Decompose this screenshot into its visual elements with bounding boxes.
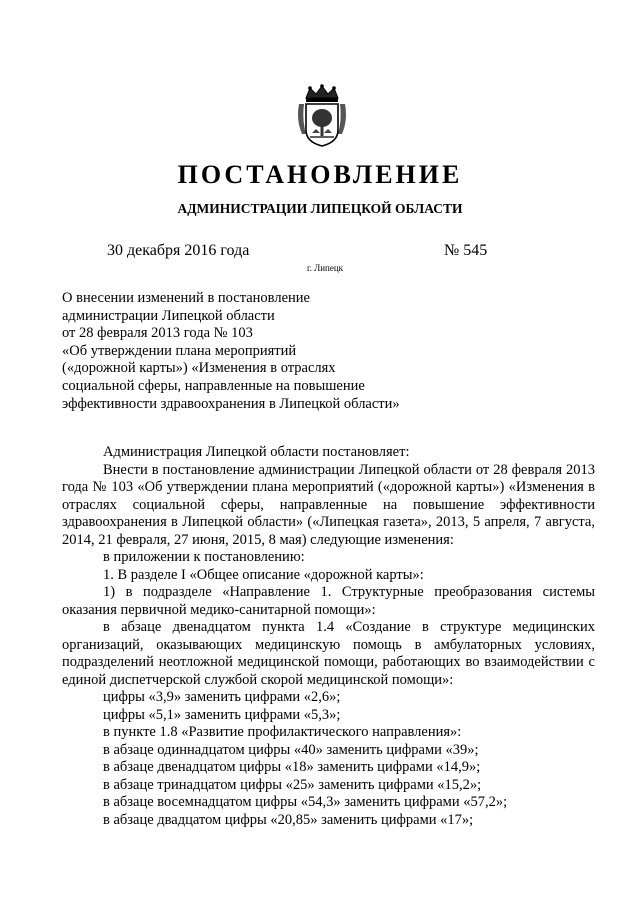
body-paragraph: в абзаце восемнадцатом цифры «54,3» заменить цифрами «57,2»; xyxy=(103,794,508,810)
subject-line: от 28 февраля 2013 года № 103 xyxy=(62,325,253,342)
body-paragraph: в приложении к постановлению: xyxy=(103,549,305,565)
body-paragraph: Администрация Липецкой области постановляет: xyxy=(103,444,410,460)
body-paragraph: 1. В разделе I «Общее описание «дорожной карты»: xyxy=(103,566,424,583)
coat-of-arms-icon xyxy=(296,84,348,148)
body-paragraph: цифры «3,9» заменить цифрами «2,6»; xyxy=(103,689,341,705)
issuing-authority: АДМИНИСТРАЦИИ ЛИПЕЦКОЙ ОБЛАСТИ xyxy=(177,201,463,216)
subject-line: («дорожной карты») «Изменения в отраслях xyxy=(62,360,336,377)
document-subject xyxy=(62,290,482,413)
document-title: ПОСТАНОВЛЕНИЕ xyxy=(177,160,463,189)
body-paragraph: в абзаце одиннадцатом цифры «40» заменить цифрами «39»; xyxy=(103,741,479,758)
body-paragraph: цифры «5,1» заменить цифрами «5,3»; xyxy=(103,706,341,723)
body-paragraph: в абзаце тринадцатом цифры «25» заменить цифрами «15,2»; xyxy=(103,776,482,793)
subject-line: эффективности здравоохранения в Липецкой области» xyxy=(62,395,400,412)
body-paragraph: в абзаце двадцатом цифры «20,85» заменить цифрами «17»; xyxy=(103,811,474,828)
body-paragraph: Внести в постановление администрации Липецкой области от 28 февраля 2013 года № 103 «Об утверждении плана мероприятий («дорожной карты») «Изменения в отраслях социальной сферы, направленные на повышение эффективности здравоохранения в Липецкой области» («Липецкая газета», 2013, 5 апреля, 7 августа, 2014, 21 февраля, 27 июня, 2015, 8 мая) следующие изменения: xyxy=(62,461,595,548)
body-paragraph: в абзаце двенадцатом пункта 1.4 «Создание в структуре медицинских организаций, оказывающих медицинскую помощь в амбулаторных условиях, подразделений неотложной медицинской помощи, работающих во взаимодействии с единой диспетчерской службой скорой медицинской помощи»: xyxy=(62,619,595,688)
subject-line: администрации Липецкой области xyxy=(62,307,275,324)
body-paragraph: в пункте 1.8 «Развитие профилактического направления»: xyxy=(103,724,462,740)
subject-line: «Об утверждении плана мероприятий xyxy=(62,342,297,359)
body-paragraph: 1) в подразделе «Направление 1. Структурные преобразования системы оказания первичной медико-санитарной помощи»: xyxy=(62,584,595,618)
subject-line: социальной сферы, направленные на повышение xyxy=(62,377,365,394)
document-date: 30 декабря 2016 года xyxy=(107,242,250,259)
subject-line: О внесении изменений в постановление xyxy=(62,290,310,306)
document-body xyxy=(62,444,595,829)
body-paragraph: в абзаце двенадцатом цифры «18» заменить цифрами «14,9»; xyxy=(103,759,481,775)
document-city: г. Липецк xyxy=(306,263,344,273)
document-number: № 545 xyxy=(444,242,488,259)
